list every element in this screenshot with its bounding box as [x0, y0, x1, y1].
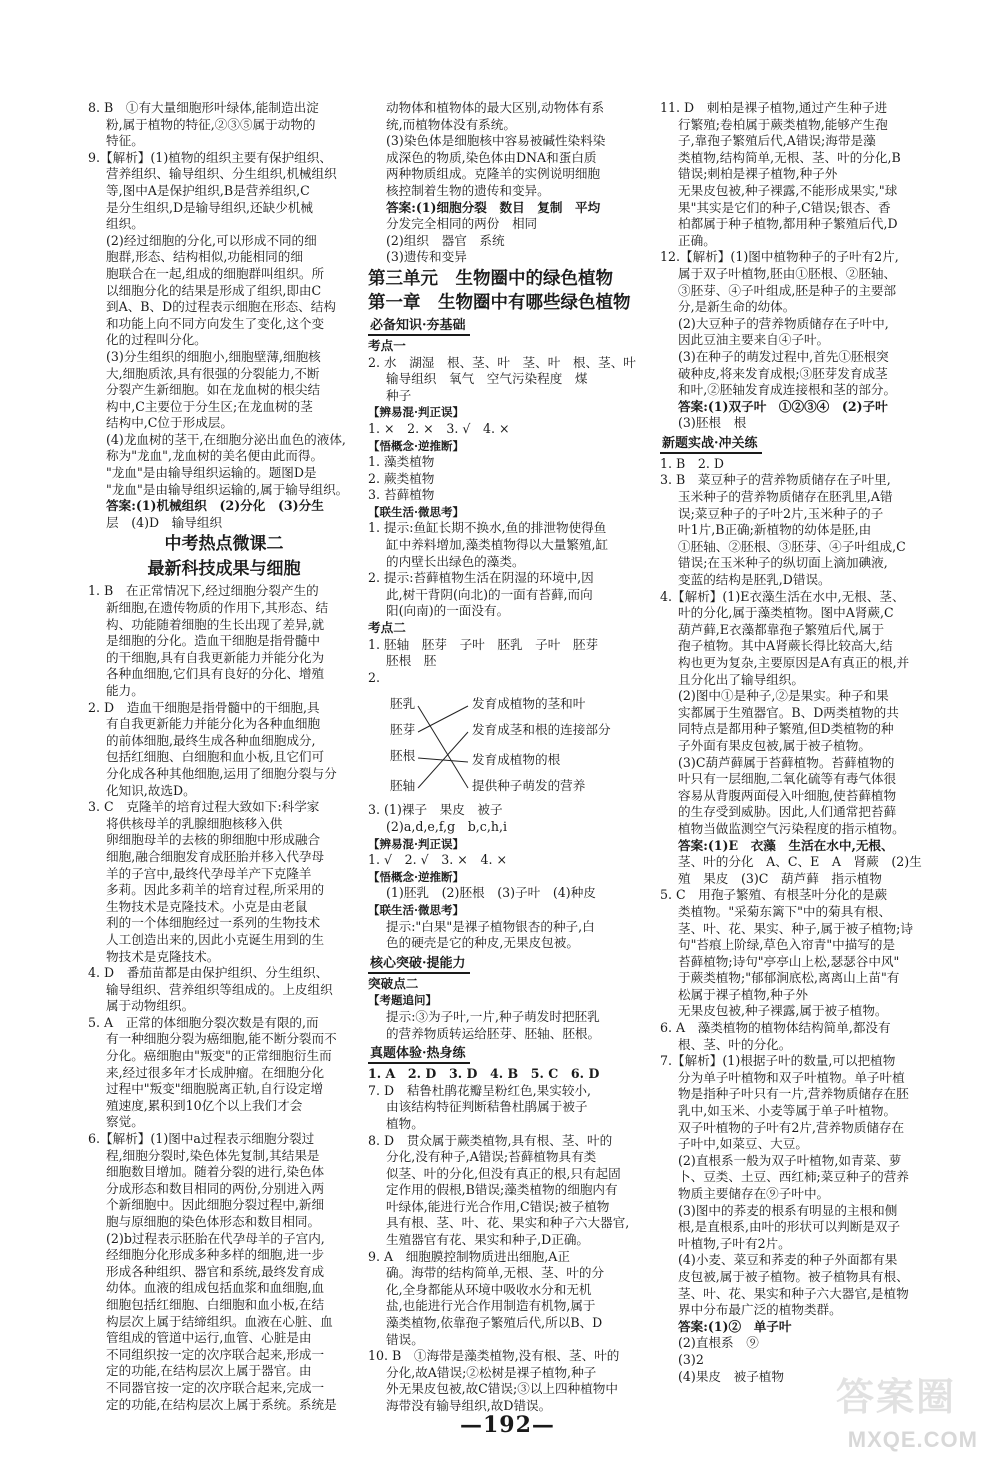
- text-line: 输导组织 氧气 空气污染程度 煤: [386, 371, 588, 387]
- text-line: 6. A 藻类植物的植物体结构简单,都没有: [660, 1020, 891, 1036]
- text-line: 皮包被,属于被子植物。被子植物具有根、: [678, 1268, 909, 1284]
- text-line: 根、茎、叶的分化。: [678, 1036, 792, 1052]
- text-line: 大,细胞质浓,具有很强的分裂能力,不断: [106, 365, 320, 381]
- text-line: (2)大豆种子的营养物质储存在子叶中,: [678, 315, 889, 331]
- text-line: (3)染色体是细胞核中容易被碱性染料染: [386, 133, 606, 149]
- text-line: 胞与原细胞的染色体形态和数目相同。: [106, 1214, 321, 1229]
- watermark-cn: 答案圈: [835, 1377, 956, 1419]
- text-line: 种子: [386, 387, 412, 403]
- text-line: 叶只有一层细胞,二氧化硫等有毒气体很: [678, 771, 897, 787]
- text-line: 2. 水 湖湿 根、茎、叶 茎、叶 根、茎、叶: [368, 354, 636, 370]
- text-line: 新细胞,在遗传物质的作用下,其形态、结: [106, 600, 329, 616]
- text-line: 答案:(1)机械组织 (2)分化 (3)分生: [106, 498, 324, 514]
- text-line: 营养组织、输导组织、分生组织,机械组织: [106, 166, 337, 182]
- subsection-tag-row: [368, 902, 654, 919]
- text-line: 利的一个体细胞经过一系列的生物技术: [106, 915, 321, 931]
- text-line: 突破点二: [368, 975, 419, 991]
- text-line: 生物技术是克隆技术。小克是由老鼠: [106, 898, 308, 914]
- text-line: 1. × 2. × 3. √ 4. ×: [368, 420, 510, 436]
- text-line: 包括红细胞、白细胞和血小板,且它们可: [106, 749, 325, 765]
- text-line: 细胞数目增加。随着分裂的进行,染色体: [106, 1164, 325, 1180]
- text-line: (4)龙血树的茎干,在细胞分泌出血色的液体,: [106, 431, 346, 447]
- section-header-row: [368, 314, 654, 338]
- text-line: 子外面有果皮包被,属于被子植物。: [678, 737, 871, 753]
- text-line: 1. 胚轴 胚芽 子叶 胚乳 子叶 胚芽: [368, 636, 599, 652]
- text-line: 类植物,结构简单,无根、茎、叶的分化,B: [678, 149, 901, 165]
- section-header-row: [368, 952, 654, 976]
- text-line: 化的过程叫分化。: [106, 332, 207, 348]
- text-line: (2)经过细胞的分化,可以形成不同的细: [106, 232, 317, 248]
- text-line: 12.【解析】(1)图中植物种子的子叶有2片,: [660, 249, 899, 265]
- text-line: 的干细胞,具有自我更新能力并能分化为: [106, 649, 325, 665]
- text-line: 层 (4)D 输导组织: [106, 514, 223, 530]
- text-line: 由该结构特征判断秸鲁杜鹃属于被子: [386, 1099, 588, 1115]
- text-line: 容易从背腹两面侵入叶细胞,使苔藓植物: [678, 787, 897, 803]
- text-line: 松属于裸子植物,种子外: [678, 986, 808, 1002]
- text-line: 组织。: [106, 216, 144, 232]
- subsection-tag: 【联生活·微思考】: [368, 902, 465, 917]
- column-right: [660, 100, 942, 1385]
- text-line: 2. 蕨类植物: [368, 470, 435, 486]
- text-line: 提示:③为子叶,一片,种子萌发时把胚乳: [386, 1008, 600, 1024]
- text-line: 错误;刺柏是裸子植物,种子外: [678, 166, 838, 182]
- text-line: 11. D 刺柏是裸子植物,通过产生种子进: [660, 100, 888, 115]
- text-line: 叶植物,子叶有2片。: [678, 1235, 791, 1251]
- text-line: 阳(向南)的一面没有。: [386, 603, 510, 619]
- text-line: 8. D 贯众属于蕨类植物,具有根、茎、叶的: [368, 1132, 613, 1148]
- watermark-logo: [802, 1363, 992, 1463]
- section-header: 必备知识·夯基础: [368, 317, 470, 336]
- text-line: 误;菜豆种子的子叶2片,玉米种子的子: [678, 505, 884, 521]
- text-line: 经细胞分化形成多种多样的细胞,进一步: [106, 1247, 325, 1263]
- text-line: 答案:(1)细胞分裂 数目 复制 平均: [386, 199, 601, 215]
- text-line: (2)a,d,e,f,g b,c,h,i: [386, 819, 508, 834]
- text-line: 孢子植物。其中A肾蕨长得比较高大,结: [678, 638, 893, 654]
- text-line: 茎、叶、花、果实、种子,属于被子植物;诗: [678, 920, 913, 936]
- text-line: 3. B 菜豆种子的营养物质储存在子叶里,: [660, 472, 891, 488]
- text-line: 过程中"叛变"细胞脱离正轨,自行设定增: [106, 1081, 324, 1097]
- text-line: 构层次上属于结缔组织。血液在心脏、血: [106, 1313, 333, 1329]
- text-line: 正确。: [678, 232, 716, 248]
- text-line: 有一种细胞分裂为癌细胞,能不断分裂而不: [106, 1031, 337, 1047]
- text-line: 分为单子叶植物和双子叶植物。单子叶植: [678, 1069, 905, 1085]
- text-line: 统,而植物体没有系统。: [386, 116, 516, 132]
- text-line: 的内壁长出绿色的藻类。: [386, 553, 525, 569]
- match-left-item: 胚根: [390, 748, 416, 764]
- text-line: (2)直根系 ⑨: [678, 1335, 759, 1351]
- text-line: "龙血"是由输导组织运输的,属于输导组织。: [106, 481, 349, 497]
- subsection-tag-row: [368, 992, 654, 1009]
- text-line: 不同组织按一定的次序联合起来,形成一: [106, 1346, 325, 1362]
- text-line: 2. D 造血干细胞是指骨髓中的干细胞,具: [88, 699, 320, 715]
- unit-title: 第三单元 生物圈中的绿色植物: [368, 268, 613, 289]
- column-middle: [368, 100, 654, 1415]
- text-line: (3)遗传和变异: [386, 249, 467, 265]
- text-line: 是分生组织,D是输导组织,还缺少机械: [106, 199, 314, 215]
- text-line: 葫芦藓,E衣藻都靠孢子繁殖后代,属于: [678, 621, 885, 637]
- text-line: 9. A 细胞膜控制物质进出细胞,A正: [368, 1248, 570, 1264]
- text-line: (3)C葫芦藓属于苔藓植物。苔藓植物的: [678, 754, 895, 770]
- text-line: 根,是直根系,由叶的形状可以判断是双子: [678, 1219, 901, 1235]
- text-line: 7. D 秸鲁杜鹃花瓣呈粉红色,果实较小,: [368, 1082, 592, 1098]
- text-line: 和功能上向不同方向发生了变化,这个变: [106, 315, 325, 331]
- text-line: 称为"龙血",龙血树的美名便由此而得。: [106, 448, 324, 464]
- chapter-title: 第一章 生物圈中有哪些绿色植物: [368, 292, 631, 313]
- text-line: 7.【解析】(1)根据子叶的数量,可以把植物: [660, 1053, 896, 1069]
- text-line: 错误。: [386, 1331, 424, 1347]
- text-line: 1. A 2. D 3. D 4. B 5. C 6. D: [368, 1066, 600, 1082]
- text-line: 成深色的物质,染色体由DNA和蛋白质: [386, 149, 597, 165]
- text-line: 构也更为复杂,主要原因是A有真正的根,并: [678, 655, 910, 670]
- text-line: 分成形态和数目相同的两份,分别进入两: [106, 1180, 325, 1196]
- text-line: 动物体和植物体的最大区别,动物体有系: [386, 100, 605, 115]
- text-line: 色的硬壳是它的种皮,无果皮包被。: [386, 935, 579, 951]
- text-line: 卜、豆类、土豆、西红柿;菜豆种子的营养: [678, 1169, 909, 1185]
- text-line: 核控制着生物的遗传和变异。: [386, 182, 550, 198]
- text-line: 类植物。"采菊东篱下"中的菊具有根、: [678, 903, 892, 919]
- section-header: 真题体验·热身练: [368, 1045, 470, 1064]
- text-line: 外无果皮包被,故C错误;③以上四种植物中: [386, 1381, 618, 1397]
- text-line: 细胞,融合细胞发育成胚胎并移入代孕母: [106, 848, 325, 864]
- text-line: 和叶,②胚轴发育成连接根和茎的部分。: [678, 382, 897, 398]
- text-line: 行繁殖;卷柏属于蕨类植物,能够产生孢: [678, 116, 888, 132]
- text-line: 无果皮包被,种子裸露,不能形成果实,"球: [678, 182, 898, 198]
- subsection-tag-row: [368, 504, 654, 521]
- text-line: 构中,C主要位于分生区;在龙血树的茎: [106, 398, 313, 414]
- text-line: 人工创造出来的,因此小克诞生用到的生: [106, 931, 325, 947]
- text-line: 2. 提示:苔藓植物生活在阴湿的环境中,因: [368, 570, 594, 586]
- text-line: (4)小麦、菜豆和荞麦的种子外面都有果: [678, 1252, 898, 1268]
- text-line: (1)胚乳 (2)胚根 (3)子叶 (4)种皮: [386, 885, 596, 901]
- text-line: 程,细胞分裂时,染色体先复制,其结果是: [106, 1147, 320, 1163]
- match-right-item: 发育成茎和根的连接部分: [472, 722, 611, 738]
- text-line: 9.【解析】(1)植物的组织主要有保护组织、: [88, 149, 332, 165]
- text-line: 殖速度,累积到10亿个以上我们才会: [106, 1097, 303, 1113]
- text-line: 且分化出了输导组织。: [678, 671, 804, 687]
- text-line: 子,靠孢子繁殖后代,A错误;海带是藻: [678, 133, 876, 149]
- text-line: (2)图中①是种子,②是果实。种子和果: [678, 688, 889, 704]
- match-right-item: 提供种子萌发的营养: [472, 778, 586, 794]
- text-line: 1. 藻类植物: [368, 454, 435, 470]
- text-line: 叶绿体,能进行光合作用,C错误;被子植物: [386, 1198, 610, 1214]
- text-line: 定的功能,在结构层次上属于器官。由: [106, 1363, 312, 1379]
- text-line: 的营养物质转运给胚芽、胚轴、胚根。: [386, 1025, 601, 1041]
- section-heading: 中考热点微课二: [164, 534, 284, 555]
- text-line: 的前体细胞,最终生成各种血细胞成分,: [106, 732, 316, 748]
- text-line: (3)2: [678, 1351, 704, 1367]
- text-line: ③胚芽、④子叶组成,胚是种子的主要部: [678, 282, 897, 298]
- text-line: 苔藓植物;诗句"亭亭山上松,瑟瑟谷中风": [678, 953, 900, 969]
- text-line: 5. A 正常的体细胞分裂次数是有限的,而: [88, 1014, 319, 1030]
- text-line: 将供核母羊的乳腺细胞核移入供: [106, 815, 283, 831]
- match-right-item: 发育成植物的根: [472, 752, 561, 768]
- subsection-tag-row: [368, 438, 654, 455]
- text-line: 胞联合在一起,组成的细胞群叫组织。所: [106, 265, 325, 281]
- text-line: 界中分布最广泛的植物类群。: [678, 1302, 842, 1318]
- subsection-tag: 【联生活·微思考】: [368, 504, 465, 519]
- text-line: 于蕨类植物;"郁郁涧底松,离离山上苗"有: [678, 970, 900, 986]
- text-line: 3. (1)裸子 果皮 被子: [368, 802, 503, 818]
- text-line: 4. D 番茄苗都是由保护组织、分生组织、: [88, 965, 329, 981]
- text-line: 各种血细胞,它们具有良好的分化、增殖: [106, 666, 325, 682]
- text-line: 1. √ 2. √ 3. × 4. ×: [368, 852, 508, 868]
- text-line: 分化,没有种子,A错误;苔藓植物具有类: [386, 1149, 597, 1165]
- text-line: "龙血"是由输导组织运输的。题图D是: [106, 465, 317, 481]
- text-line: (3)在种子的萌发过程中,首先①胚根突: [678, 348, 889, 364]
- text-line: 错误;在玉米种子的纵切面上滴加碘液,: [678, 555, 888, 571]
- text-line: 茎、叶的分化 A、C、E A 肾蕨 (2)生: [678, 854, 922, 870]
- text-line: 答案:(1)双子叶 ①②③④ (2)子叶: [678, 398, 888, 414]
- text-line: (2)组织 器官 系统: [386, 232, 505, 248]
- section-heading: 最新科技成果与细胞: [147, 559, 301, 580]
- text-line: 5. C 用孢子繁殖、有根茎叶分化的是蕨: [660, 887, 888, 903]
- text-line: 物质主要储存在⑨子叶中。: [678, 1186, 830, 1201]
- text-line: 子叶中,如菜豆、大豆。: [678, 1136, 808, 1152]
- text-line: 粉,属于植物的特征,②③⑤属于动物的: [106, 116, 316, 132]
- text-line: 幼体。血液的组成包括血浆和血细胞,血: [106, 1280, 325, 1296]
- text-line: 茎、叶、花、果实和种子六大器官,是植物: [678, 1285, 909, 1301]
- matching-diagram: [368, 688, 654, 798]
- subsection-tag-row: [368, 836, 654, 853]
- section-header-row: [368, 1042, 654, 1066]
- text-line: 乳中,如玉米、小麦等属于单子叶植物。: [678, 1103, 897, 1119]
- text-line: 殖 果皮 (3)C 葫芦藓 指示植物: [678, 870, 882, 886]
- text-line: 分化,故A错误;②松树是裸子植物,种子: [386, 1364, 597, 1380]
- text-line: 胚根 胚: [386, 653, 437, 669]
- text-line: 有自我更新能力并能分化为各种血细胞: [106, 716, 321, 732]
- subsection-tag: 【辨易混·判正误】: [368, 405, 465, 420]
- text-line: 1. 提示:鱼缸长期不换水,鱼的排泄物使得鱼: [368, 520, 607, 536]
- match-right-item: 发育成植物的茎和叶: [472, 696, 586, 712]
- text-line: 分,是新生命的幼体。: [678, 299, 796, 315]
- text-line: 卵细胞母羊的去核的卵细胞中形成融合: [106, 832, 321, 848]
- text-line: 柏都属于种子植物,都用种子繁殖后代,D: [678, 216, 898, 232]
- text-line: 管组成的管道中运行,血管、心脏是由: [106, 1330, 312, 1346]
- text-line: 分发完全相同的两份 相同: [386, 216, 538, 232]
- text-line: 等,图中A是保护组织,B是营养组织,C: [106, 182, 310, 198]
- subsection-tag: 【辨易混·判正误】: [368, 836, 465, 851]
- text-line: 无果皮包被,种子裸露,属于被子植物。: [678, 1003, 888, 1019]
- text-line: 实都属于生殖器官。B、D两类植物的共: [678, 704, 899, 720]
- text-line: 属于双子叶植物,胚由①胚根、②胚轴、: [678, 265, 897, 281]
- text-line: 确。海带的结构简单,无根、茎、叶的分: [386, 1265, 605, 1281]
- text-line: 答案:(1)② 单子叶: [678, 1318, 792, 1334]
- text-line: 化知识,故选D。: [106, 782, 196, 798]
- text-line: 特征。: [106, 133, 144, 149]
- text-line: 此,树干背阴(向北)的一面有苔藓,而向: [386, 586, 593, 602]
- text-line: 变蓝的结构是胚乳,D错误。: [678, 572, 831, 588]
- text-line: 定作用的假根,B错误;藻类植物的细胞内有: [386, 1182, 618, 1198]
- text-line: 细胞包括红细胞、白细胞和血小板,在结: [106, 1296, 325, 1312]
- text-line: 2.: [368, 669, 381, 685]
- subsection-tag: 【悟概念·逆推断】: [368, 869, 465, 884]
- watermark-url: MXQE.COM: [847, 1427, 978, 1452]
- text-line: 提示:"白果"是裸子植物银杏的种子,白: [386, 918, 595, 934]
- text-line: 属于动物组织。: [106, 998, 195, 1014]
- text-line: 羊的子宫中,最终代孕母羊产下克隆羊: [106, 865, 312, 881]
- text-line: 10. B ①海带是藻类植物,没有根、茎、叶的: [368, 1348, 620, 1364]
- text-line: 植物。: [386, 1115, 424, 1131]
- text-line: 同特点是都用种子繁殖,但D类植物的种: [678, 721, 894, 737]
- text-line: 定的功能,在结构层次上属于系统。系统是: [106, 1396, 337, 1412]
- match-left-item: 胚乳: [390, 696, 416, 712]
- text-line: 分化成各种其他细胞,运用了细胞分裂与分: [106, 765, 337, 781]
- text-line: ①胚轴、②胚根、③胚芽、④子叶组成,C: [678, 538, 906, 554]
- subsection-tag: 【悟概念·逆推断】: [368, 438, 465, 453]
- text-line: 的生存受到威胁。因此,人们通常把苔藓: [678, 804, 897, 820]
- text-line: 两种物质组成。克隆羊的实例说明细胞: [386, 166, 601, 182]
- text-line: 个新细胞中。因此细胞分裂过程中,新细: [106, 1197, 325, 1213]
- text-line: 物技术是克隆技术。: [106, 948, 220, 964]
- text-line: 物是指种子叶只有一片,营养物质储存在胚: [678, 1086, 909, 1102]
- text-line: 双子叶植物的子叶有2片,营养物质储存在: [678, 1119, 905, 1135]
- text-line: 结构中,C位于形成层。: [106, 415, 233, 431]
- text-line: 形成各种组织、器官和系统,最终发育成: [106, 1263, 325, 1279]
- text-line: 盐,也能进行光合作用制造有机物,属于: [386, 1298, 596, 1314]
- column-left: [88, 100, 360, 1413]
- text-line: 不同器官按一定的次序联合起来,完成一: [106, 1379, 325, 1395]
- text-line: 果"其实是它们的种子,C错误;银杏、香: [678, 199, 891, 215]
- text-line: (3)图中的荞麦的根系有明显的主根和侧: [678, 1202, 898, 1218]
- section-header: 新题实战·冲关练: [660, 435, 762, 454]
- text-line: 藻类植物,依靠孢子繁殖后代,所以B、D: [386, 1315, 603, 1331]
- text-line: (2)直根系一般为双子叶植物,如青菜、萝: [678, 1152, 902, 1168]
- section-header: 核心突破·提能力: [368, 955, 470, 974]
- text-line: 6.【解析】(1)图中a过程表示细胞分裂过: [88, 1131, 315, 1147]
- section-header-row: [660, 432, 942, 456]
- text-line: 1. B 在正常情况下,经过细胞分裂产生的: [88, 583, 319, 599]
- text-line: 缸中养料增加,藻类植物得以大量繁殖,缸: [386, 537, 609, 553]
- text-line: 句"苔痕上阶绿,草色入帘青"中描写的是: [678, 937, 896, 953]
- text-line: 分裂产生新细胞。如在龙血树的根尖结: [106, 382, 321, 398]
- text-line: 玉米种子的营养物质储存在胚乳里,A错: [678, 489, 893, 505]
- text-line: 1. B 2. D: [660, 455, 724, 471]
- text-line: (3)分生组织的细胞小,细胞壁薄,细胞核: [106, 348, 321, 364]
- text-line: 因此豆油主要来自④子叶。: [678, 332, 830, 348]
- text-line: (2)b过程表示胚胎在代孕母羊的子宫内,: [106, 1230, 325, 1246]
- text-line: 答案:(1)E 衣藻 生活在水中,无根、: [678, 837, 894, 853]
- page-number: —192—: [460, 1412, 555, 1438]
- text-line: 输导组织、营养组织等组成的。上皮组织: [106, 981, 333, 997]
- text-line: 分化。癌细胞由"叛变"的正常细胞衍生而: [106, 1048, 332, 1064]
- text-line: 以细胞分化的结果是形成了组织,即由C: [106, 282, 322, 298]
- text-line: 到A、B、D的过程表示细胞在形态、结构: [106, 299, 336, 315]
- subsection-tag: 【考题追问】: [368, 993, 437, 1008]
- text-line: 3. 苔藓植物: [368, 487, 435, 503]
- text-line: 植物当做监测空气污染程度的指示植物。: [678, 820, 905, 836]
- text-line: 生殖器官有花、果实和种子,D正确。: [386, 1232, 590, 1248]
- text-line: 3. C 克隆羊的培育过程大致如下:科学家: [88, 799, 320, 815]
- text-line: 似茎、叶的分化,但没有真正的根,只有起固: [386, 1165, 621, 1181]
- text-line: 化,全身都能从环境中吸收水分和无机: [386, 1281, 592, 1297]
- subsection-tag-row: [368, 404, 654, 421]
- match-left-item: 胚芽: [390, 722, 416, 738]
- text-line: 能力。: [106, 683, 144, 698]
- subsection-tag-row: [368, 869, 654, 886]
- text-line: 海带没有输导组织,故D错误。: [386, 1398, 552, 1413]
- text-line: (4)果皮 被子植物: [678, 1368, 784, 1384]
- text-line: 是细胞的分化。造血干细胞是指骨髓中: [106, 633, 321, 649]
- text-line: 8. B ①有大量细胞形叶绿体,能制造出淀: [88, 100, 319, 115]
- text-line: 叶的分化,属于藻类植物。图中A肾蕨,C: [678, 605, 894, 621]
- text-line: 破种皮,将来发育成根;③胚芽发育成茎: [678, 365, 888, 381]
- text-line: 多莉。因此多莉羊的培育过程,所采用的: [106, 882, 325, 898]
- text-line: 构、功能随着细胞的生长出现了差异,就: [106, 616, 325, 632]
- text-line: 4.【解析】(1)E衣藻生活在水中,无根、茎、: [660, 588, 905, 604]
- text-line: 胞群,形态、结构相似,功能相同的细: [106, 249, 303, 265]
- match-left-item: 胚轴: [390, 778, 416, 794]
- text-line: 来,经过很多年才长成肿瘤。在细胞分化: [106, 1064, 325, 1080]
- text-line: 察觉。: [106, 1114, 144, 1130]
- text-line: 叶1片,B正确;新植物的幼体是胚,由: [678, 522, 872, 538]
- text-line: (3)胚根 根: [678, 415, 747, 431]
- text-line: 考点一: [368, 337, 406, 353]
- text-line: 具有根、茎、叶、花、果实和种子六大器官,: [386, 1215, 630, 1231]
- text-line: 考点二: [368, 620, 406, 636]
